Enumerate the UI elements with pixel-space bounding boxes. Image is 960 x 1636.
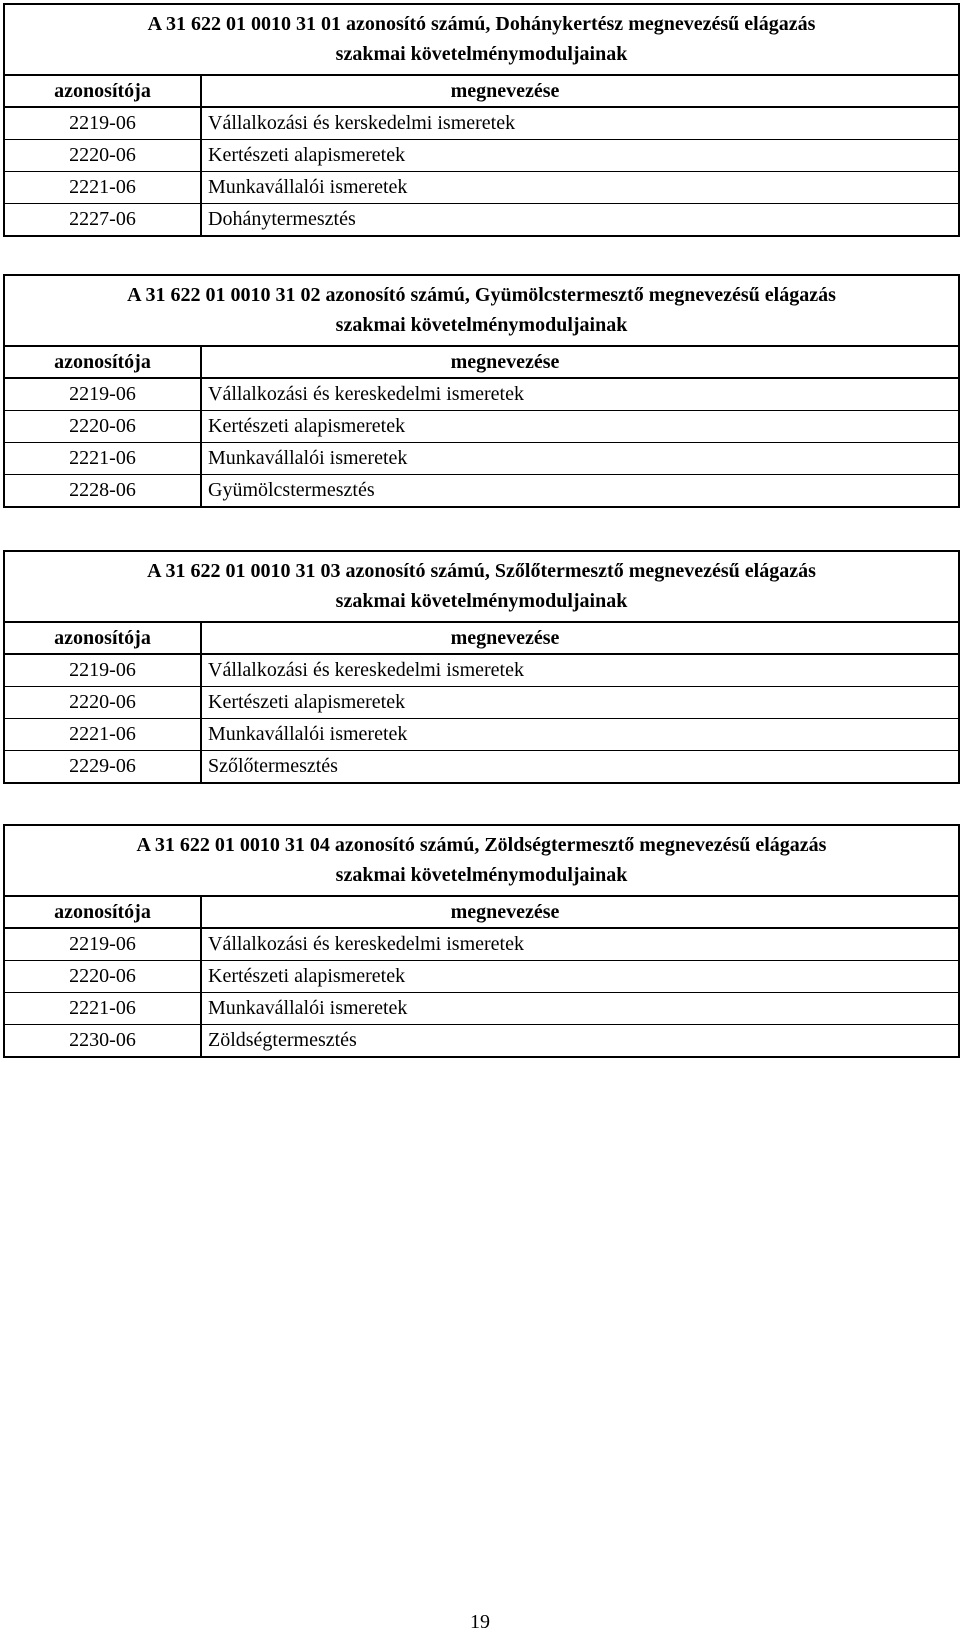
table-title (4, 825, 959, 896)
module-code: 2229-06 (4, 751, 201, 784)
table-row (4, 411, 959, 443)
table-row (4, 928, 959, 961)
module-name: Vállalkozási és kereskedelmi ismeretek (201, 928, 959, 961)
module-code: 2227-06 (4, 204, 201, 237)
table-row (4, 107, 959, 140)
column-header-id: azonosítója (4, 346, 201, 378)
module-name: Kertészeti alapismeretek (201, 961, 959, 993)
table-row (4, 719, 959, 751)
column-header-name: megnevezése (201, 896, 959, 928)
module-code: 2230-06 (4, 1025, 201, 1058)
table-title-line1: A 31 622 01 0010 31 01 azonosító számú, Dohánykertész megnevezésű elágazás (147, 13, 816, 35)
table-row (4, 443, 959, 475)
module-table-szolotermeszto (3, 550, 960, 784)
module-code: 2221-06 (4, 172, 201, 204)
module-name: Vállalkozási és kereskedelmi ismeretek (201, 654, 959, 687)
module-name: Vállalkozási és kereskedelmi ismeretek (201, 378, 959, 411)
table-row (4, 378, 959, 411)
table-row (4, 475, 959, 508)
module-name: Munkavállalói ismeretek (201, 719, 959, 751)
module-code: 2221-06 (4, 719, 201, 751)
module-name: Munkavállalói ismeretek (201, 443, 959, 475)
column-header-name: megnevezése (201, 346, 959, 378)
table-title-line2: szakmai követelménymoduljainak (335, 864, 628, 886)
table-row (4, 654, 959, 687)
table-row (4, 1025, 959, 1058)
module-name: Szőlőtermesztés (201, 751, 959, 784)
module-name: Munkavállalói ismeretek (201, 993, 959, 1025)
table-title-line2: szakmai követelménymoduljainak (335, 314, 628, 336)
table-title-line1: A 31 622 01 0010 31 04 azonosító számú, Zöldségtermesztő megnevezésű elágazás (136, 834, 827, 856)
table-row (4, 751, 959, 784)
table-row (4, 172, 959, 204)
module-name: Gyümölcstermesztés (201, 475, 959, 508)
module-name: Kertészeti alapismeretek (201, 687, 959, 719)
column-header-id: azonosítója (4, 75, 201, 107)
table-title-line2: szakmai követelménymoduljainak (335, 590, 628, 612)
table-row (4, 204, 959, 237)
module-code: 2220-06 (4, 687, 201, 719)
column-header-id: azonosítója (4, 896, 201, 928)
table-row (4, 140, 959, 172)
module-name: Munkavállalói ismeretek (201, 172, 959, 204)
table-title-line1: A 31 622 01 0010 31 03 azonosító számú, Szőlőtermesztő megnevezésű elágazás (147, 560, 816, 582)
module-table-dohanykertesz (3, 3, 960, 237)
page-number: 19 (470, 1611, 490, 1633)
module-name: Kertészeti alapismeretek (201, 140, 959, 172)
module-name: Vállalkozási és kerskedelmi ismeretek (201, 107, 959, 140)
table-row (4, 687, 959, 719)
module-code: 2228-06 (4, 475, 201, 508)
module-code: 2219-06 (4, 378, 201, 411)
module-code: 2219-06 (4, 928, 201, 961)
table-title (4, 4, 959, 75)
module-name: Dohánytermesztés (201, 204, 959, 237)
module-name: Zöldségtermesztés (201, 1025, 959, 1058)
table-title-line2: szakmai követelménymoduljainak (335, 43, 628, 65)
module-table-zoldsegtermeszto (3, 824, 960, 1058)
column-header-name: megnevezése (201, 75, 959, 107)
column-header-id: azonosítója (4, 622, 201, 654)
table-row (4, 961, 959, 993)
module-code: 2220-06 (4, 411, 201, 443)
column-header-name: megnevezése (201, 622, 959, 654)
module-code: 2221-06 (4, 443, 201, 475)
table-title (4, 551, 959, 622)
module-code: 2219-06 (4, 654, 201, 687)
module-table-gyumolcstermeszto (3, 274, 960, 508)
table-title-line1: A 31 622 01 0010 31 02 azonosító számú, Gyümölcstermesztő megnevezésű elágazás (127, 284, 836, 306)
module-code: 2221-06 (4, 993, 201, 1025)
module-name: Kertészeti alapismeretek (201, 411, 959, 443)
table-title (4, 275, 959, 346)
table-row (4, 993, 959, 1025)
module-code: 2220-06 (4, 961, 201, 993)
module-code: 2220-06 (4, 140, 201, 172)
module-code: 2219-06 (4, 107, 201, 140)
